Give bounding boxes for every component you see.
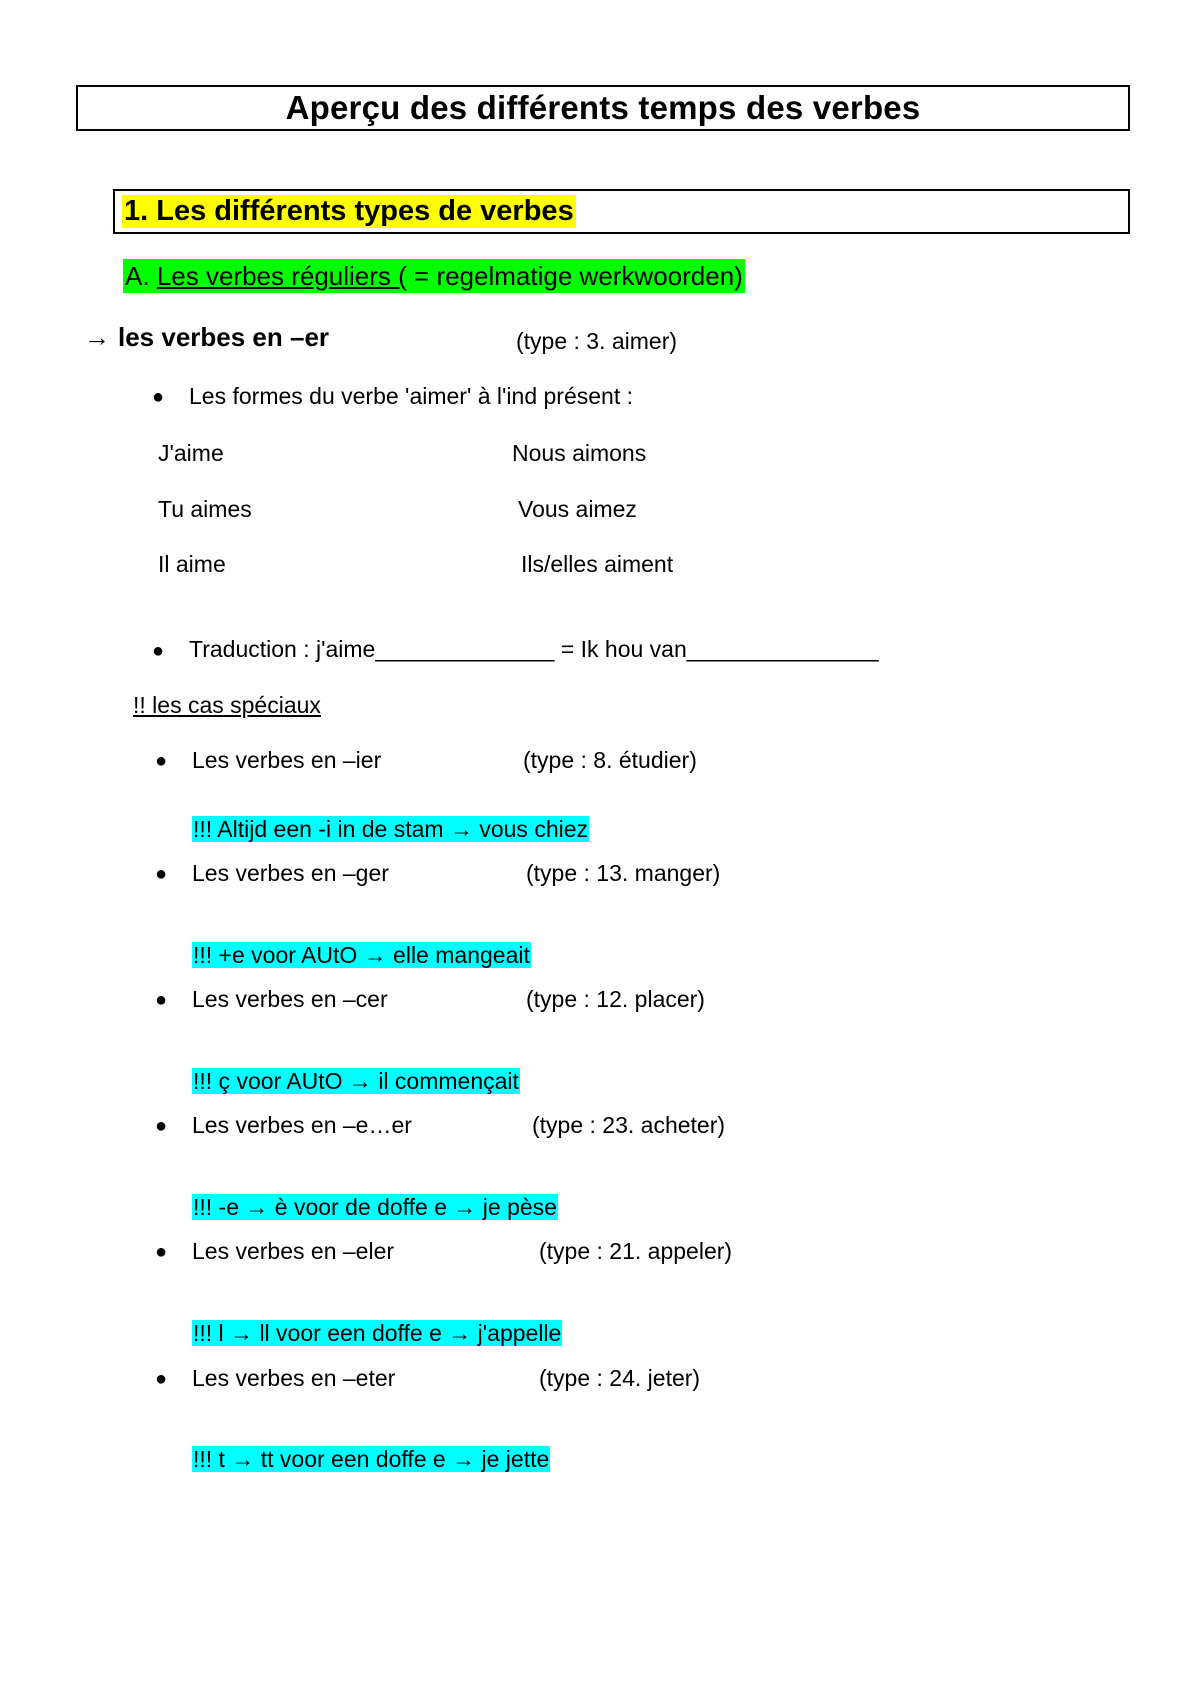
- er-verbs-type-ref: (type : 3. aimer): [516, 328, 678, 354]
- subsection-title: Les verbes réguliers (: [156, 261, 407, 291]
- arrow-right-icon: →: [84, 322, 110, 352]
- conjugation-right-1: Nous aimons: [512, 440, 647, 466]
- bullet-icon: ●: [155, 750, 168, 772]
- bullet-icon: ●: [155, 989, 168, 1011]
- special-case-type-ref: (type : 8. étudier): [523, 747, 697, 773]
- note-highlight: !!! Altijd een -i in de stam → vous chiez: [193, 816, 589, 842]
- special-case-label: Les verbes en –ier: [192, 747, 382, 773]
- conjugation-left-1: J'aime: [158, 440, 224, 466]
- special-case-label: Les verbes en –eler: [192, 1238, 395, 1264]
- bullet-icon: ●: [155, 1368, 168, 1390]
- forms-bullet-text: Les formes du verbe 'aimer' à l'ind présent :: [189, 383, 633, 409]
- conjugation-left-3: Il aime: [158, 551, 226, 577]
- bullet-icon: ●: [155, 863, 168, 885]
- special-case-type-ref: (type : 13. manger): [526, 860, 721, 886]
- note-highlight: !!! ç voor AUtO → il commençait: [193, 1068, 519, 1094]
- special-case-note: [192, 941, 531, 969]
- subsection-translation: = regelmatige werkwoorden): [406, 261, 743, 291]
- section-heading: [122, 195, 576, 228]
- section-heading-box: [113, 189, 1130, 234]
- translation-text: Traduction : j'aime______________ = Ik hou van_______________: [189, 636, 879, 662]
- conjugation-left-2: Tu aimes: [158, 496, 252, 522]
- document-title-box: [76, 85, 1130, 131]
- bullet-icon: ●: [155, 1241, 168, 1263]
- bullet-icon: ●: [152, 386, 165, 408]
- special-case-note: [192, 1193, 558, 1221]
- special-case-label: Les verbes en –eter: [192, 1365, 396, 1391]
- section-title: Les différents types de verbes: [156, 195, 574, 227]
- special-case-type-ref: (type : 23. acheter): [532, 1112, 726, 1138]
- note-highlight: !!! l → ll voor een doffe e → j'appelle: [193, 1320, 562, 1346]
- special-case-note: [192, 815, 589, 843]
- special-case-label: Les verbes en –cer: [192, 986, 388, 1012]
- conjugation-right-3: Ils/elles aiment: [521, 551, 674, 577]
- special-case-note: [192, 1445, 550, 1473]
- section-number: 1.: [124, 195, 149, 227]
- note-highlight: !!! t → tt voor een doffe e → je jette: [193, 1446, 550, 1472]
- bullet-icon: ●: [152, 640, 165, 662]
- document-title: Aperçu des différents temps des verbes: [285, 89, 921, 126]
- special-case-note: [192, 1067, 520, 1095]
- conjugation-right-2: Vous aimez: [518, 496, 637, 522]
- special-case-label: Les verbes en –e…er: [192, 1112, 412, 1138]
- special-case-note: [192, 1319, 562, 1347]
- subsection-heading: [123, 259, 745, 293]
- er-verbs-heading-text: les verbes en –er: [118, 322, 330, 352]
- note-highlight: !!! +e voor AUtO → elle mangeait: [193, 942, 530, 968]
- special-case-type-ref: (type : 12. placer): [526, 986, 705, 1012]
- special-case-label: Les verbes en –ger: [192, 860, 389, 886]
- subsection-letter: A.: [125, 261, 150, 291]
- special-cases-label: !! les cas spéciaux: [133, 692, 321, 718]
- note-highlight: !!! -e → è voor de doffe e → je pèse: [193, 1194, 557, 1220]
- special-case-type-ref: (type : 21. appeler): [539, 1238, 733, 1264]
- special-case-type-ref: (type : 24. jeter): [539, 1365, 701, 1391]
- er-verbs-heading: [84, 322, 329, 353]
- bullet-icon: ●: [155, 1115, 168, 1137]
